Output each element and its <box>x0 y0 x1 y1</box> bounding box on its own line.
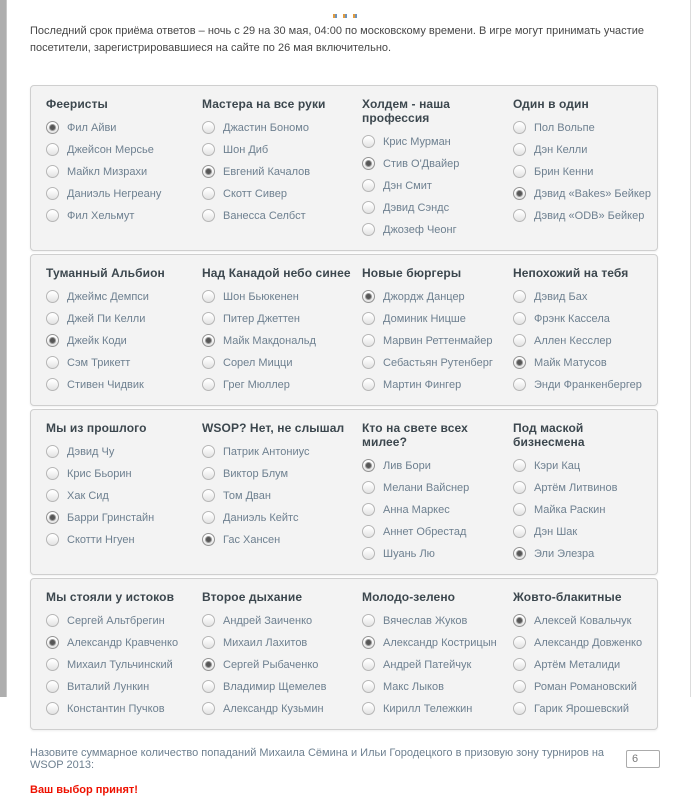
option-label: Артём Металиди <box>534 658 621 671</box>
radio-option[interactable] <box>202 186 362 201</box>
radio-option[interactable] <box>362 546 513 561</box>
option-label: Барри Гринстайн <box>67 511 155 524</box>
radio-icon[interactable] <box>513 503 526 516</box>
radio-option[interactable] <box>513 502 653 517</box>
radio-option[interactable] <box>513 524 653 539</box>
radio-option[interactable] <box>362 679 513 694</box>
radio-option[interactable] <box>362 613 513 628</box>
group-title: Фееристы <box>46 97 108 111</box>
radio-selected-icon[interactable] <box>513 547 526 560</box>
radio-icon[interactable] <box>202 290 215 303</box>
option-label: Макс Лыков <box>383 680 444 693</box>
status-message: Ваш выбор принят! <box>30 784 138 796</box>
option-label: Скотт Сивер <box>223 187 287 200</box>
option-label: Крис Мурман <box>383 135 451 148</box>
option-label: Вячеслав Жуков <box>383 614 468 627</box>
radio-option[interactable] <box>202 444 362 459</box>
radio-selected-icon[interactable] <box>513 356 526 369</box>
option-label: Сэм Трикетт <box>67 356 131 369</box>
poll-section <box>30 578 658 730</box>
poll-group <box>513 97 653 244</box>
group-title: WSOP? Нет, не слышал <box>202 421 345 435</box>
poll-group <box>202 266 362 399</box>
radio-selected-icon[interactable] <box>202 334 215 347</box>
dot-icon <box>333 14 337 18</box>
radio-icon[interactable] <box>46 143 59 156</box>
group-title: Молодо-зелено <box>362 590 456 604</box>
radio-icon[interactable] <box>362 179 375 192</box>
radio-icon[interactable] <box>362 547 375 560</box>
radio-option[interactable] <box>46 311 202 326</box>
option-label: Александр Кострицын <box>383 636 497 649</box>
option-label: Том Дван <box>223 489 271 502</box>
radio-icon[interactable] <box>202 680 215 693</box>
radio-icon[interactable] <box>202 636 215 649</box>
separator-dots-icon <box>30 0 660 14</box>
radio-option[interactable] <box>202 635 362 650</box>
radio-option[interactable] <box>46 333 202 348</box>
radio-icon[interactable] <box>202 702 215 715</box>
radio-icon[interactable] <box>202 445 215 458</box>
option-label: Дэвид «ODB» Бейкер <box>534 209 645 222</box>
option-label: Аллен Кесслер <box>534 334 612 347</box>
radio-option[interactable] <box>362 355 513 370</box>
option-label: Дэвид Бах <box>534 290 588 303</box>
radio-option[interactable] <box>46 164 202 179</box>
radio-option[interactable] <box>362 657 513 672</box>
radio-icon[interactable] <box>362 135 375 148</box>
radio-option[interactable] <box>202 657 362 672</box>
radio-icon[interactable] <box>202 378 215 391</box>
group-title: Жовто-блакитные <box>513 590 622 604</box>
option-label: Стивен Чидвик <box>67 378 144 391</box>
option-label: Доминик Ницше <box>383 312 466 325</box>
radio-icon[interactable] <box>362 481 375 494</box>
option-label: Крис Бьорин <box>67 467 132 480</box>
radio-option[interactable] <box>46 510 202 525</box>
poll-group <box>46 266 202 399</box>
radio-option[interactable] <box>513 635 653 650</box>
option-label: Джастин Бономо <box>223 121 309 134</box>
radio-option[interactable] <box>46 355 202 370</box>
option-label: Сергей Альтбрегин <box>67 614 165 627</box>
radio-option[interactable] <box>46 532 202 547</box>
option-label: Шон Бьюкенен <box>223 290 299 303</box>
radio-icon[interactable] <box>202 187 215 200</box>
radio-icon[interactable] <box>46 658 59 671</box>
radio-option[interactable] <box>46 613 202 628</box>
radio-option[interactable] <box>513 701 653 716</box>
dot-icon <box>343 14 347 18</box>
radio-option[interactable] <box>513 480 653 495</box>
radio-option[interactable] <box>513 142 653 157</box>
radio-option[interactable] <box>513 679 653 694</box>
radio-icon[interactable] <box>362 658 375 671</box>
radio-option[interactable] <box>202 679 362 694</box>
radio-option[interactable] <box>46 701 202 716</box>
option-label: Шуань Лю <box>383 547 435 560</box>
radio-option[interactable] <box>513 377 653 392</box>
radio-option[interactable] <box>46 444 202 459</box>
poll-group <box>513 421 653 568</box>
radio-option[interactable] <box>362 458 513 473</box>
radio-selected-icon[interactable] <box>46 121 59 134</box>
radio-icon[interactable] <box>46 356 59 369</box>
radio-selected-icon[interactable] <box>362 290 375 303</box>
radio-icon[interactable] <box>513 525 526 538</box>
radio-selected-icon[interactable] <box>46 511 59 524</box>
radio-option[interactable] <box>46 377 202 392</box>
option-label: Александр Довженко <box>534 636 643 649</box>
radio-icon[interactable] <box>202 209 215 222</box>
poll-section <box>30 254 658 406</box>
radio-icon[interactable] <box>46 187 59 200</box>
radio-icon[interactable] <box>513 658 526 671</box>
option-label: Роман Романовский <box>534 680 637 693</box>
bonus-answer-input[interactable] <box>626 750 660 768</box>
radio-icon[interactable] <box>362 525 375 538</box>
radio-option[interactable] <box>46 466 202 481</box>
group-title: Кто на свете всех милее? <box>362 421 468 449</box>
option-label: Андрей Патейчук <box>383 658 472 671</box>
option-label: Кирилл Тележкин <box>383 702 473 715</box>
group-title: Один в один <box>513 97 589 111</box>
option-label: Грег Мюллер <box>223 378 290 391</box>
radio-selected-icon[interactable] <box>202 658 215 671</box>
radio-option[interactable] <box>202 142 362 157</box>
radio-icon[interactable] <box>202 467 215 480</box>
option-label: Джейк Коди <box>67 334 127 347</box>
option-label: Питер Джеттен <box>223 312 300 325</box>
radio-icon[interactable] <box>46 702 59 715</box>
option-label: Александр Кузьмин <box>223 702 324 715</box>
radio-option[interactable] <box>513 186 653 201</box>
option-label: Брин Кенни <box>534 165 594 178</box>
radio-icon[interactable] <box>202 121 215 134</box>
option-label: Дэн Шак <box>534 525 578 538</box>
option-label: Дэвид «Bakes» Бейкер <box>534 187 652 200</box>
radio-icon[interactable] <box>513 702 526 715</box>
group-title: Второе дыхание <box>202 590 303 604</box>
radio-option[interactable] <box>513 355 653 370</box>
radio-option[interactable] <box>513 613 653 628</box>
radio-option[interactable] <box>362 377 513 392</box>
radio-icon[interactable] <box>513 312 526 325</box>
radio-icon[interactable] <box>46 312 59 325</box>
radio-option[interactable] <box>202 613 362 628</box>
poll-group <box>46 421 202 568</box>
option-label: Эли Элезра <box>534 547 595 560</box>
radio-icon[interactable] <box>362 702 375 715</box>
group-title: Мастера на все руки <box>202 97 326 111</box>
radio-option[interactable] <box>202 510 362 525</box>
option-label: Анна Маркес <box>383 503 450 516</box>
radio-option[interactable] <box>362 480 513 495</box>
option-label: Гарик Ярошевский <box>534 702 630 715</box>
poll-section <box>30 85 658 251</box>
radio-option[interactable] <box>513 546 653 561</box>
radio-icon[interactable] <box>46 209 59 222</box>
radio-selected-icon[interactable] <box>362 459 375 472</box>
radio-icon[interactable] <box>513 209 526 222</box>
poll-group <box>46 590 202 723</box>
option-label: Даниэль Негреану <box>67 187 162 200</box>
option-label: Дэн Смит <box>383 179 432 192</box>
radio-selected-icon[interactable] <box>202 533 215 546</box>
radio-icon[interactable] <box>362 334 375 347</box>
radio-option[interactable] <box>362 178 513 193</box>
radio-option[interactable] <box>202 466 362 481</box>
group-title: Новые бюргеры <box>362 266 462 280</box>
radio-option[interactable] <box>362 289 513 304</box>
poll-section <box>30 409 658 575</box>
option-label: Майк Макдональд <box>223 334 316 347</box>
radio-option[interactable] <box>46 488 202 503</box>
radio-option[interactable] <box>362 222 513 237</box>
radio-icon[interactable] <box>46 445 59 458</box>
radio-icon[interactable] <box>202 312 215 325</box>
radio-option[interactable] <box>46 186 202 201</box>
group-title: Туманный Альбион <box>46 266 165 280</box>
option-label: Джейсон Мерсье <box>67 143 154 156</box>
option-label: Стив О'Двайер <box>383 157 460 170</box>
option-label: Фил Хельмут <box>67 209 135 222</box>
option-label: Михаил Тульчинский <box>67 658 173 671</box>
radio-icon[interactable] <box>362 680 375 693</box>
option-label: Джей Пи Келли <box>67 312 146 325</box>
radio-option[interactable] <box>46 142 202 157</box>
radio-option[interactable] <box>362 701 513 716</box>
radio-option[interactable] <box>202 289 362 304</box>
option-label: Мартин Фингер <box>383 378 462 391</box>
option-label: Майка Раскин <box>534 503 606 516</box>
option-label: Фрэнк Кассела <box>534 312 610 325</box>
radio-option[interactable] <box>513 333 653 348</box>
radio-option[interactable] <box>513 289 653 304</box>
option-label: Дэн Келли <box>534 143 588 156</box>
radio-icon[interactable] <box>202 489 215 502</box>
radio-icon[interactable] <box>513 121 526 134</box>
radio-option[interactable] <box>362 156 513 171</box>
radio-option[interactable] <box>202 120 362 135</box>
option-label: Виталий Лункин <box>67 680 150 693</box>
group-title: Холдем - наша профессия <box>362 97 451 125</box>
radio-icon[interactable] <box>46 680 59 693</box>
option-label: Аннет Обрестад <box>383 525 467 538</box>
option-label: Дэвид Чу <box>67 445 115 458</box>
radio-option[interactable] <box>513 458 653 473</box>
poll-sections <box>30 85 658 730</box>
radio-selected-icon[interactable] <box>46 334 59 347</box>
option-label: Патрик Антониус <box>223 445 310 458</box>
radio-icon[interactable] <box>202 356 215 369</box>
option-label: Владимир Щемелев <box>223 680 327 693</box>
radio-icon[interactable] <box>46 467 59 480</box>
radio-icon[interactable] <box>513 334 526 347</box>
radio-option[interactable] <box>202 532 362 547</box>
option-label: Джеймс Демпси <box>67 290 149 303</box>
radio-selected-icon[interactable] <box>513 187 526 200</box>
radio-option[interactable] <box>202 164 362 179</box>
radio-icon[interactable] <box>362 312 375 325</box>
option-label: Даниэль Кейтс <box>223 511 299 524</box>
radio-icon[interactable] <box>202 143 215 156</box>
poll-group <box>202 97 362 244</box>
option-label: Андрей Заиченко <box>223 614 313 627</box>
radio-option[interactable] <box>202 355 362 370</box>
radio-option[interactable] <box>202 333 362 348</box>
option-label: Дэвид Сэндс <box>383 201 450 214</box>
dot-icon <box>353 14 357 18</box>
radio-option[interactable] <box>202 208 362 223</box>
radio-icon[interactable] <box>513 165 526 178</box>
radio-selected-icon[interactable] <box>362 636 375 649</box>
radio-option[interactable] <box>46 208 202 223</box>
page-right-edge <box>690 0 691 697</box>
option-label: Энди Франкенбергер <box>534 378 642 391</box>
option-label: Сорел Мицци <box>223 356 293 369</box>
radio-icon[interactable] <box>362 356 375 369</box>
poll-group <box>202 590 362 723</box>
radio-option[interactable] <box>513 120 653 135</box>
group-title: Под маской бизнесмена <box>513 421 585 449</box>
radio-option[interactable] <box>46 289 202 304</box>
option-label: Константин Пучков <box>67 702 165 715</box>
radio-selected-icon[interactable] <box>46 636 59 649</box>
radio-selected-icon[interactable] <box>202 165 215 178</box>
radio-selected-icon[interactable] <box>513 614 526 627</box>
bonus-question-label: Назовите суммарное количество попаданий Михаила Сёмина и Ильи Городецкого в призовую зону турниров на WSOP 2013: <box>30 747 605 771</box>
radio-icon[interactable] <box>46 533 59 546</box>
option-label: Марвин Реттенмайер <box>383 334 493 347</box>
radio-option[interactable] <box>513 311 653 326</box>
poll-group <box>46 97 202 244</box>
poll-group <box>362 266 513 399</box>
group-title: Мы из прошлого <box>46 421 147 435</box>
option-label: Джозеф Чеонг <box>383 223 457 236</box>
radio-option[interactable] <box>513 164 653 179</box>
poll-group <box>202 421 362 568</box>
option-label: Михаил Лахитов <box>223 636 308 649</box>
poll-group <box>362 421 513 568</box>
option-label: Виктор Блум <box>223 467 289 480</box>
option-label: Себастьян Рутенберг <box>383 356 493 369</box>
option-label: Алексей Ковальчук <box>534 614 632 627</box>
option-label: Ванесса Селбст <box>223 209 306 222</box>
radio-option[interactable] <box>362 200 513 215</box>
radio-icon[interactable] <box>46 489 59 502</box>
radio-option[interactable] <box>513 657 653 672</box>
option-label: Фил Айви <box>67 121 117 134</box>
radio-icon[interactable] <box>513 481 526 494</box>
bonus-question <box>30 747 660 771</box>
radio-icon[interactable] <box>362 503 375 516</box>
option-label: Пол Вольпе <box>534 121 595 134</box>
option-label: Сергей Рыбаченко <box>223 658 319 671</box>
radio-selected-icon[interactable] <box>362 157 375 170</box>
option-label: Евгений Качалов <box>223 165 311 178</box>
radio-option[interactable] <box>46 657 202 672</box>
radio-icon[interactable] <box>46 290 59 303</box>
radio-icon[interactable] <box>46 165 59 178</box>
radio-option[interactable] <box>46 679 202 694</box>
intro-text: Последний срок приёма ответов – ночь с 29 на 30 мая, 04:00 по московскому времени. В игре могут принимать участие посетители, зарегистрировавшиеся на сайте по 26 мая включительно. <box>30 25 644 54</box>
radio-option[interactable] <box>46 120 202 135</box>
radio-option[interactable] <box>202 701 362 716</box>
radio-icon[interactable] <box>513 680 526 693</box>
radio-icon[interactable] <box>362 378 375 391</box>
radio-icon[interactable] <box>362 223 375 236</box>
page-content <box>30 0 660 796</box>
radio-option[interactable] <box>362 524 513 539</box>
poll-group <box>362 590 513 723</box>
option-label: Александр Кравченко <box>67 636 179 649</box>
radio-option[interactable] <box>202 488 362 503</box>
poll-group <box>513 266 653 399</box>
radio-icon[interactable] <box>202 614 215 627</box>
group-title: Над Канадой небо синее <box>202 266 351 280</box>
radio-option[interactable] <box>362 502 513 517</box>
radio-option[interactable] <box>202 377 362 392</box>
option-label: Артём Литвинов <box>534 481 618 494</box>
radio-icon[interactable] <box>513 378 526 391</box>
radio-icon[interactable] <box>362 614 375 627</box>
option-label: Лив Бори <box>383 459 431 472</box>
radio-icon[interactable] <box>513 290 526 303</box>
radio-option[interactable] <box>202 311 362 326</box>
radio-option[interactable] <box>362 333 513 348</box>
option-label: Мелани Вайснер <box>383 481 470 494</box>
poll-group <box>513 590 653 723</box>
radio-icon[interactable] <box>46 614 59 627</box>
radio-option[interactable] <box>46 635 202 650</box>
radio-icon[interactable] <box>202 511 215 524</box>
radio-option[interactable] <box>362 635 513 650</box>
option-label: Джордж Данцер <box>383 290 465 303</box>
radio-icon[interactable] <box>513 143 526 156</box>
poll-group <box>362 97 513 244</box>
option-label: Майк Матусов <box>534 356 607 369</box>
option-label: Скотти Нгуен <box>67 533 135 546</box>
radio-icon[interactable] <box>46 378 59 391</box>
group-title: Непохожий на тебя <box>513 266 629 280</box>
radio-option[interactable] <box>362 134 513 149</box>
page-left-edge <box>0 0 7 697</box>
option-label: Майкл Мизрахи <box>67 165 148 178</box>
radio-icon[interactable] <box>513 636 526 649</box>
option-label: Шон Диб <box>223 143 269 156</box>
radio-option[interactable] <box>513 208 653 223</box>
radio-option[interactable] <box>362 311 513 326</box>
radio-icon[interactable] <box>513 459 526 472</box>
group-title: Мы стояли у истоков <box>46 590 175 604</box>
option-label: Кэри Кац <box>534 459 581 472</box>
radio-icon[interactable] <box>362 201 375 214</box>
option-label: Гас Хансен <box>223 533 281 546</box>
option-label: Хак Сид <box>67 489 109 502</box>
